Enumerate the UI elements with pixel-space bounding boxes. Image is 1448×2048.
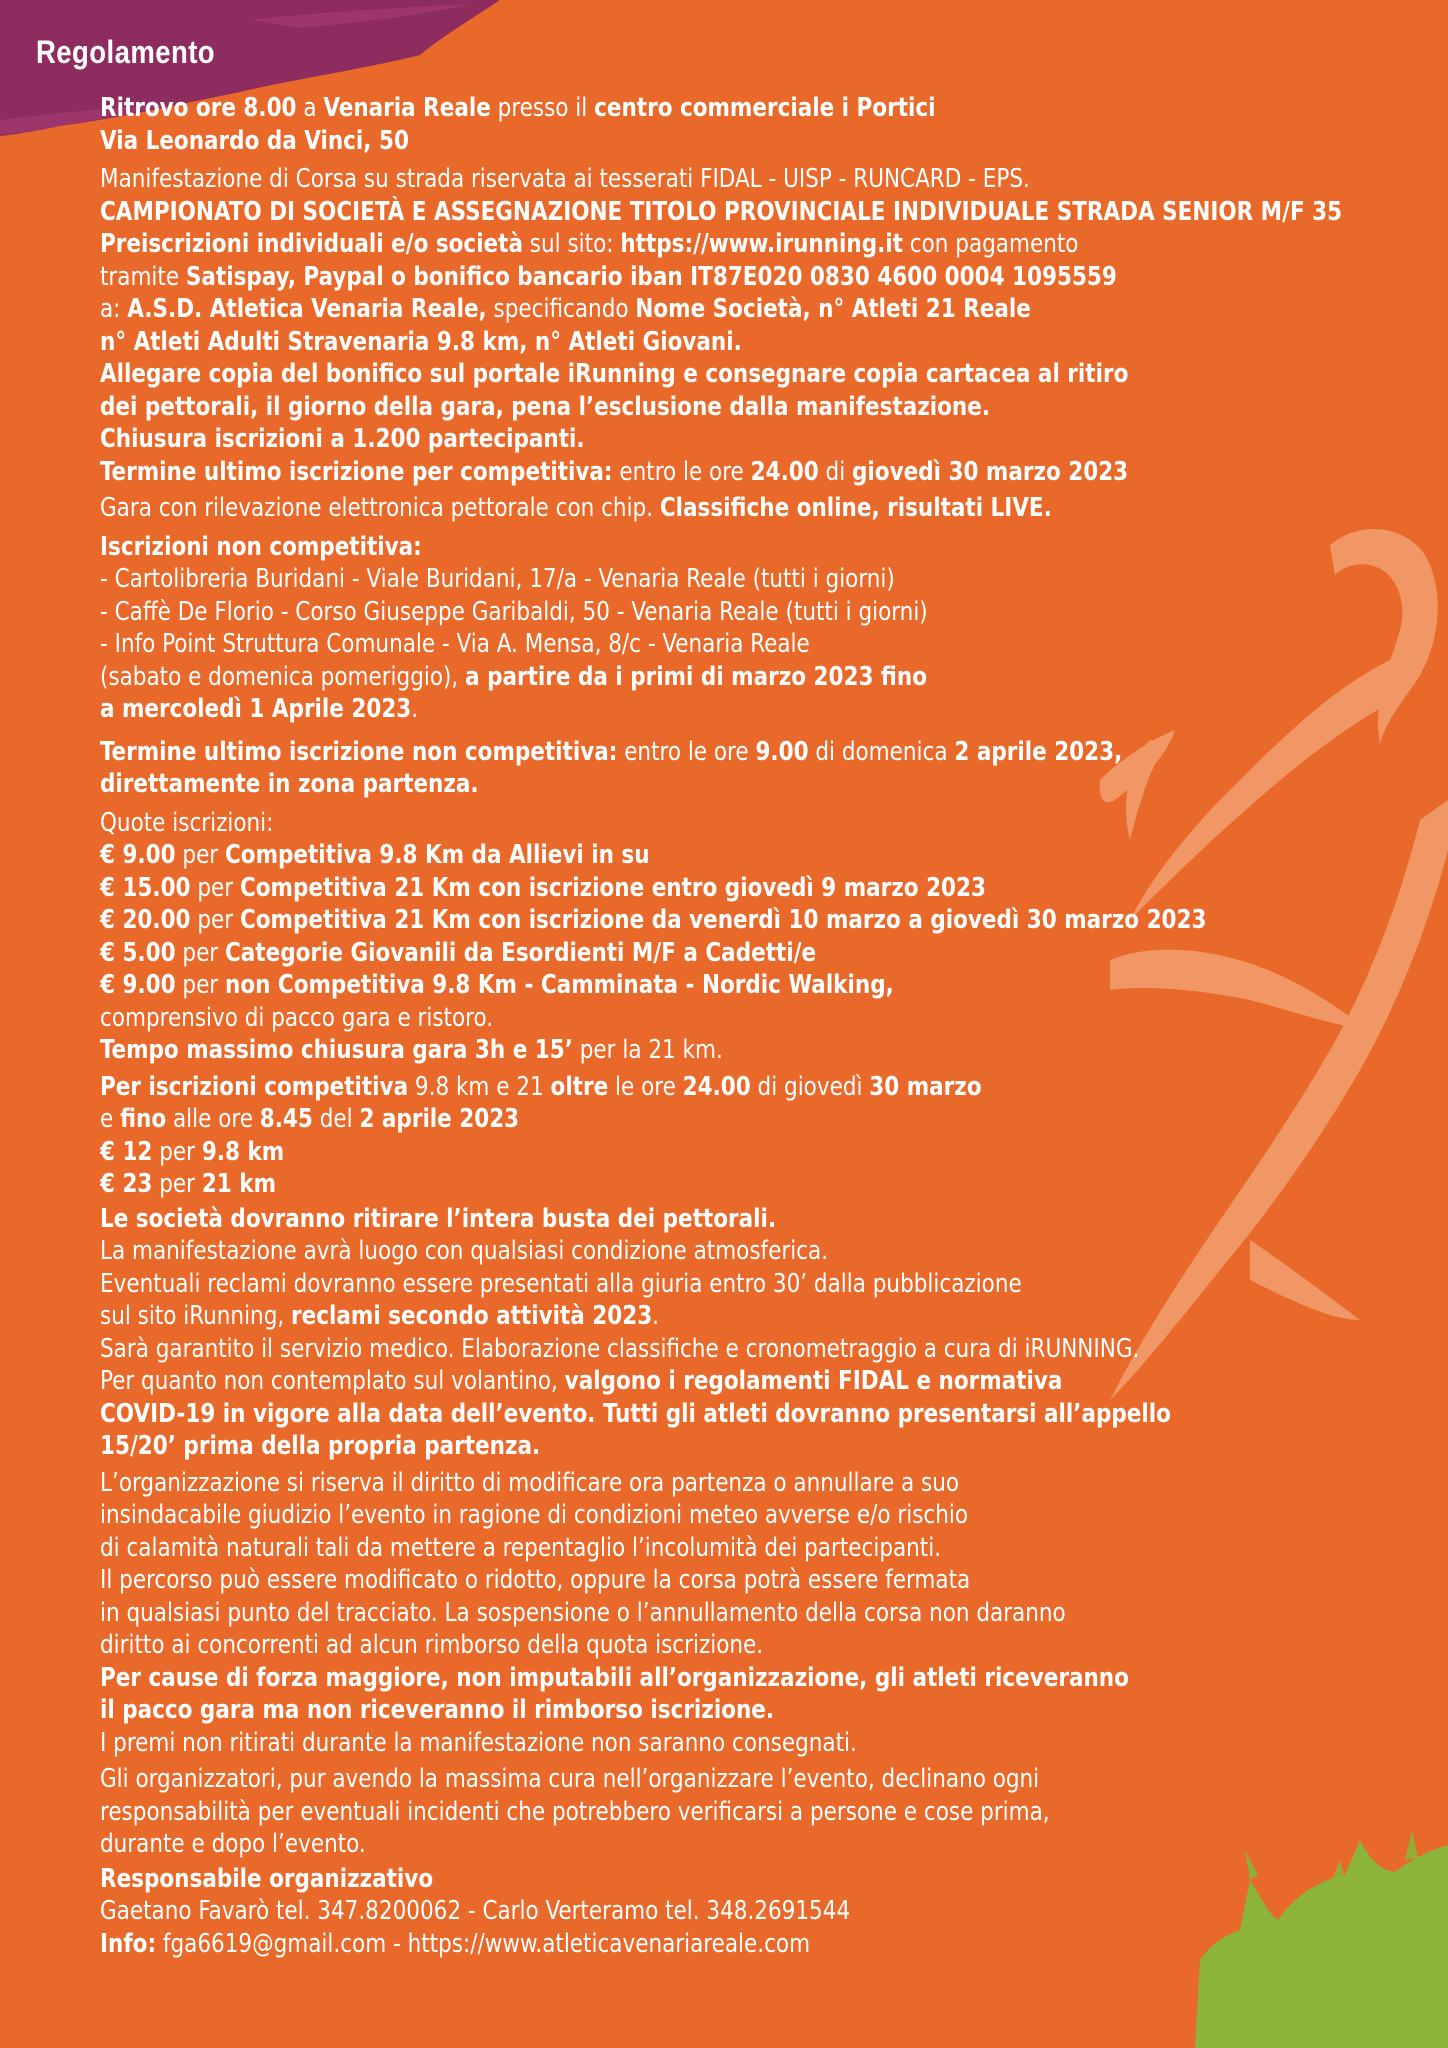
bold-text: Venaria Reale bbox=[323, 93, 491, 123]
text: alle ore bbox=[166, 1104, 260, 1134]
text-line bbox=[100, 456, 1324, 489]
text: responsabilità per eventuali incidenti che potrebbero verificarsi a persone e cose prima, bbox=[100, 1796, 1050, 1827]
bold-text: € 9.00 bbox=[100, 840, 176, 870]
bold-text: 24.00 bbox=[750, 456, 819, 487]
text: Gli organizzatori, pur avendo la massima cura nell’organizzare l’evento, declinano ogni bbox=[100, 1764, 1040, 1794]
bold-text: 8.45 bbox=[259, 1104, 313, 1134]
text-line bbox=[100, 839, 1324, 872]
text: fga6619@gmail.com - https://www.atleticavenariareale.com bbox=[156, 1928, 811, 1959]
text-line bbox=[100, 1863, 1324, 1896]
bold-text: 21 km bbox=[201, 1169, 277, 1199]
text: e bbox=[100, 1104, 121, 1134]
text: per bbox=[190, 872, 240, 903]
text-line bbox=[100, 326, 1324, 359]
text: di giovedì bbox=[750, 1071, 870, 1102]
text: Per quanto non contemplato sul volantino, bbox=[100, 1366, 565, 1396]
text-line bbox=[100, 596, 1324, 629]
text-line bbox=[100, 125, 1324, 158]
text-line bbox=[100, 1828, 1324, 1861]
text-line bbox=[100, 1034, 1324, 1067]
text: durante e dopo l’evento. bbox=[100, 1829, 366, 1859]
text-line bbox=[100, 1365, 1324, 1398]
text-line bbox=[100, 228, 1324, 261]
text: - Cartolibreria Buridani - Viale Buridani, 17/a - Venaria Reale (tutti i giorni) bbox=[100, 564, 895, 594]
bold-text: giovedì 30 marzo 2023 bbox=[852, 456, 1129, 487]
text-line bbox=[100, 1168, 1324, 1201]
bold-text: reclami secondo attività 2023 bbox=[291, 1301, 653, 1331]
text: - Caffè De Florio - Corso Giuseppe Garibaldi, 50 - Venaria Reale (tutti i giorni) bbox=[100, 596, 928, 627]
text: Gara con rilevazione elettronica pettorale con chip. bbox=[100, 493, 660, 523]
paragraph-gap bbox=[100, 726, 1324, 736]
bold-text: https://www.irunning.it bbox=[620, 229, 903, 259]
text-line bbox=[100, 736, 1324, 769]
text: . bbox=[411, 694, 419, 724]
text-line bbox=[100, 1235, 1324, 1268]
text: (sabato e domenica pomeriggio), bbox=[100, 661, 466, 692]
text: in qualsiasi punto del tracciato. La sospensione o l’annullamento della corsa non daranno bbox=[100, 1597, 1066, 1628]
bold-text: Ritrovo ore 8.00 bbox=[100, 93, 297, 123]
text-line bbox=[100, 563, 1324, 596]
bold-text: Per iscrizioni competitiva bbox=[100, 1071, 409, 1102]
text: di bbox=[818, 456, 853, 487]
text: Sarà garantito il servizio medico. Elaborazione classifiche e cronometraggio a cura di iRUNNING. bbox=[100, 1333, 1140, 1364]
bold-text: a partire da i primi di marzo 2023 fino bbox=[465, 661, 927, 692]
text-line bbox=[100, 1694, 1324, 1727]
text-line bbox=[100, 1467, 1324, 1500]
bold-text: € 5.00 bbox=[100, 937, 176, 968]
text-line bbox=[100, 937, 1324, 970]
bold-text: 24.00 bbox=[682, 1071, 751, 1102]
bold-text: centro commerciale i Portici bbox=[594, 93, 936, 123]
text: tramite bbox=[100, 261, 186, 292]
bold-text: n° Atleti Adulti Stravenaria 9.8 km, n° Atleti Giovani. bbox=[100, 326, 742, 357]
text-line bbox=[100, 293, 1324, 326]
text: Il percorso può essere modificato o ridotto, oppure la corsa potrà essere fermata bbox=[100, 1565, 971, 1595]
bold-text: 2 aprile 2023 bbox=[359, 1104, 520, 1134]
text: Quote iscrizioni: bbox=[100, 807, 274, 838]
bold-text: a mercoledì 1 Aprile 2023 bbox=[100, 694, 412, 724]
text: per bbox=[175, 937, 225, 968]
text-line bbox=[100, 1895, 1324, 1928]
text: di domenica bbox=[808, 736, 955, 767]
text-line bbox=[100, 969, 1324, 1002]
text: L’organizzazione si riserva il diritto di modificare ora partenza o annullare a suo bbox=[100, 1467, 960, 1498]
text-line bbox=[100, 661, 1324, 694]
bold-text: direttamente in zona partenza. bbox=[100, 769, 479, 799]
text-line bbox=[100, 872, 1324, 905]
text-line bbox=[100, 423, 1324, 456]
bold-text: A.S.D. Atletica Venaria Reale, bbox=[127, 294, 487, 324]
bold-text: Via Leonardo da Vinci, 50 bbox=[100, 125, 409, 156]
bold-text: Iscrizioni non competitiva: bbox=[100, 531, 422, 562]
bold-text: CAMPIONATO DI SOCIETÀ E ASSEGNAZIONE TITOLO PROVINCIALE INDIVIDUALE STRADA SENIOR M/F 35 bbox=[100, 196, 1343, 227]
bold-text: COVID-19 in vigore alla data dell’evento. Tutti gli atleti dovranno presentarsi all’appello bbox=[100, 1398, 1171, 1429]
text: Manifestazione di Corsa su strada riservata ai tesserati FIDAL - UISP - RUNCARD - EPS. bbox=[100, 164, 1030, 194]
text-line bbox=[100, 1268, 1324, 1301]
bold-text: Allegare copia del bonifico sul portale iRunning e consegnare copia cartacea al ritiro bbox=[100, 359, 1129, 389]
bold-text: € 20.00 bbox=[100, 905, 191, 935]
bold-text: Competitiva 9.8 Km da Allievi in su bbox=[224, 840, 650, 870]
text: le ore bbox=[608, 1071, 683, 1102]
text: insindacabile giudizio l’evento in ragione di condizioni meteo avverse e/o rischio bbox=[100, 1500, 969, 1530]
bold-text: Categorie Giovanili da Esordienti M/F a Cadetti/e bbox=[224, 937, 817, 968]
bold-text: il pacco gara ma non riceveranno il rimborso iscrizione. bbox=[100, 1695, 775, 1725]
bold-text: Satispay, Paypal o bonifico bancario iban IT87E020 0830 4600 0004 1095559 bbox=[185, 261, 1117, 292]
text: 9.8 km e 21 bbox=[408, 1071, 551, 1102]
bold-text: € 12 bbox=[100, 1136, 153, 1167]
text-line bbox=[100, 1071, 1324, 1104]
text: comprensivo di pacco gara e ristoro. bbox=[100, 1002, 494, 1033]
text: . bbox=[652, 1301, 660, 1331]
page-title: Regolamento bbox=[36, 34, 216, 70]
bold-text: Responsabile organizzativo bbox=[100, 1863, 434, 1894]
bold-text: Tempo massimo chiusura gara 3h e 15’ bbox=[100, 1035, 573, 1065]
bold-text: 9.00 bbox=[755, 736, 809, 767]
text: sul sito: bbox=[522, 229, 621, 259]
text: Gaetano Favarò tel. 347.8200062 - Carlo Verteramo tel. 348.2691544 bbox=[100, 1896, 851, 1926]
bold-text: non Competitiva 9.8 Km - Camminata - Nordic Walking, bbox=[224, 970, 894, 1000]
text-line bbox=[100, 628, 1324, 661]
text-line bbox=[100, 904, 1324, 937]
text: a bbox=[296, 93, 324, 123]
text-line bbox=[100, 1103, 1324, 1136]
bold-text: Info: bbox=[100, 1928, 157, 1959]
text: La manifestazione avrà luogo con qualsiasi condizione atmosferica. bbox=[100, 1236, 829, 1266]
text: per bbox=[190, 905, 240, 935]
text: diritto ai concorrenti ad alcun rimborso della quota iscrizione. bbox=[100, 1630, 764, 1660]
bold-text: 30 marzo bbox=[869, 1071, 982, 1102]
bold-text: fino bbox=[120, 1104, 167, 1134]
text-line bbox=[100, 1662, 1324, 1695]
text-line bbox=[100, 1398, 1324, 1431]
text-line bbox=[100, 1532, 1324, 1565]
text-line bbox=[100, 693, 1324, 726]
text-line bbox=[100, 1333, 1324, 1366]
bold-text: Le società dovranno ritirare l’intera busta dei pettorali. bbox=[100, 1203, 777, 1234]
text-line bbox=[100, 1727, 1324, 1760]
text: per bbox=[152, 1136, 202, 1167]
text: del bbox=[312, 1104, 360, 1134]
text: entro le ore bbox=[612, 456, 751, 487]
text-line bbox=[100, 1796, 1324, 1829]
bold-text: Competitiva 21 Km con iscrizione entro giovedì 9 marzo 2023 bbox=[239, 872, 986, 903]
bold-text: Classifiche online, risultati LIVE. bbox=[659, 493, 1052, 523]
bold-text: dei pettorali, il giorno della gara, pena l’esclusione dalla manifestazione. bbox=[100, 391, 991, 422]
text-line bbox=[100, 1002, 1324, 1035]
text: Eventuali reclami dovranno essere presentati alla giuria entro 30’ dalla pubblicazione bbox=[100, 1268, 1022, 1299]
text: sul sito iRunning, bbox=[100, 1301, 292, 1331]
bold-text: valgono i regolamenti FIDAL e normativa bbox=[564, 1366, 1063, 1396]
text-line bbox=[100, 492, 1324, 525]
bold-text: € 9.00 bbox=[100, 970, 176, 1000]
text: per bbox=[152, 1169, 202, 1199]
text-line bbox=[100, 531, 1324, 564]
bold-text: Competitiva 21 Km con iscrizione da venerdì 10 marzo a giovedì 30 marzo 2023 bbox=[239, 905, 1207, 935]
text-line bbox=[100, 196, 1343, 229]
text-line bbox=[100, 1203, 1324, 1236]
text: specificando bbox=[486, 294, 636, 324]
text: presso il bbox=[490, 93, 595, 123]
bold-text: 9.8 km bbox=[201, 1136, 285, 1167]
text-line bbox=[100, 1629, 1324, 1662]
text-line bbox=[100, 1763, 1324, 1796]
bold-text: 2 aprile 2023, bbox=[954, 736, 1123, 767]
bold-text: € 23 bbox=[100, 1169, 153, 1199]
regulation-text bbox=[100, 92, 1343, 1960]
text-line bbox=[100, 807, 1324, 840]
text-line bbox=[100, 1430, 1324, 1463]
text: per la 21 km. bbox=[572, 1035, 723, 1065]
text-line bbox=[100, 1928, 1324, 1961]
bold-text: Per cause di forza maggiore, non imputabili all’organizzazione, gli atleti riceveranno bbox=[100, 1662, 1129, 1693]
bold-text: 15/20’ prima della propria partenza. bbox=[100, 1431, 541, 1461]
bold-text: Termine ultimo iscrizione non competitiva: bbox=[100, 736, 618, 767]
text-line bbox=[100, 768, 1324, 801]
text: per bbox=[175, 970, 225, 1000]
text-line bbox=[100, 261, 1324, 294]
text: entro le ore bbox=[617, 736, 756, 767]
text-line bbox=[100, 1597, 1324, 1630]
text-line bbox=[100, 163, 1324, 196]
bold-text: € 15.00 bbox=[100, 872, 191, 903]
text: a: bbox=[100, 294, 128, 324]
text-line bbox=[100, 1499, 1324, 1532]
text: - Info Point Struttura Comunale - Via A. Mensa, 8/c - Venaria Reale bbox=[100, 629, 810, 659]
text: di calamità naturali tali da mettere a repentaglio l’incolumità dei partecipanti. bbox=[100, 1532, 942, 1563]
bold-text: oltre bbox=[550, 1071, 609, 1102]
bold-text: Preiscrizioni individuali e/o società bbox=[100, 229, 523, 259]
bold-text: Termine ultimo iscrizione per competitiva: bbox=[100, 456, 613, 487]
text-line bbox=[100, 358, 1324, 391]
text: per bbox=[175, 840, 225, 870]
text: I premi non ritirati durante la manifestazione non saranno consegnati. bbox=[100, 1727, 857, 1758]
text: con pagamento bbox=[902, 229, 1079, 259]
text-line bbox=[100, 1300, 1324, 1333]
text-line bbox=[100, 1564, 1324, 1597]
text-line bbox=[100, 391, 1324, 424]
bold-text: Chiusura iscrizioni a 1.200 partecipanti. bbox=[100, 424, 585, 454]
text-line bbox=[100, 92, 1324, 125]
text-line bbox=[100, 1136, 1324, 1169]
bold-text: Nome Società, n° Atleti 21 Reale bbox=[635, 294, 1031, 324]
